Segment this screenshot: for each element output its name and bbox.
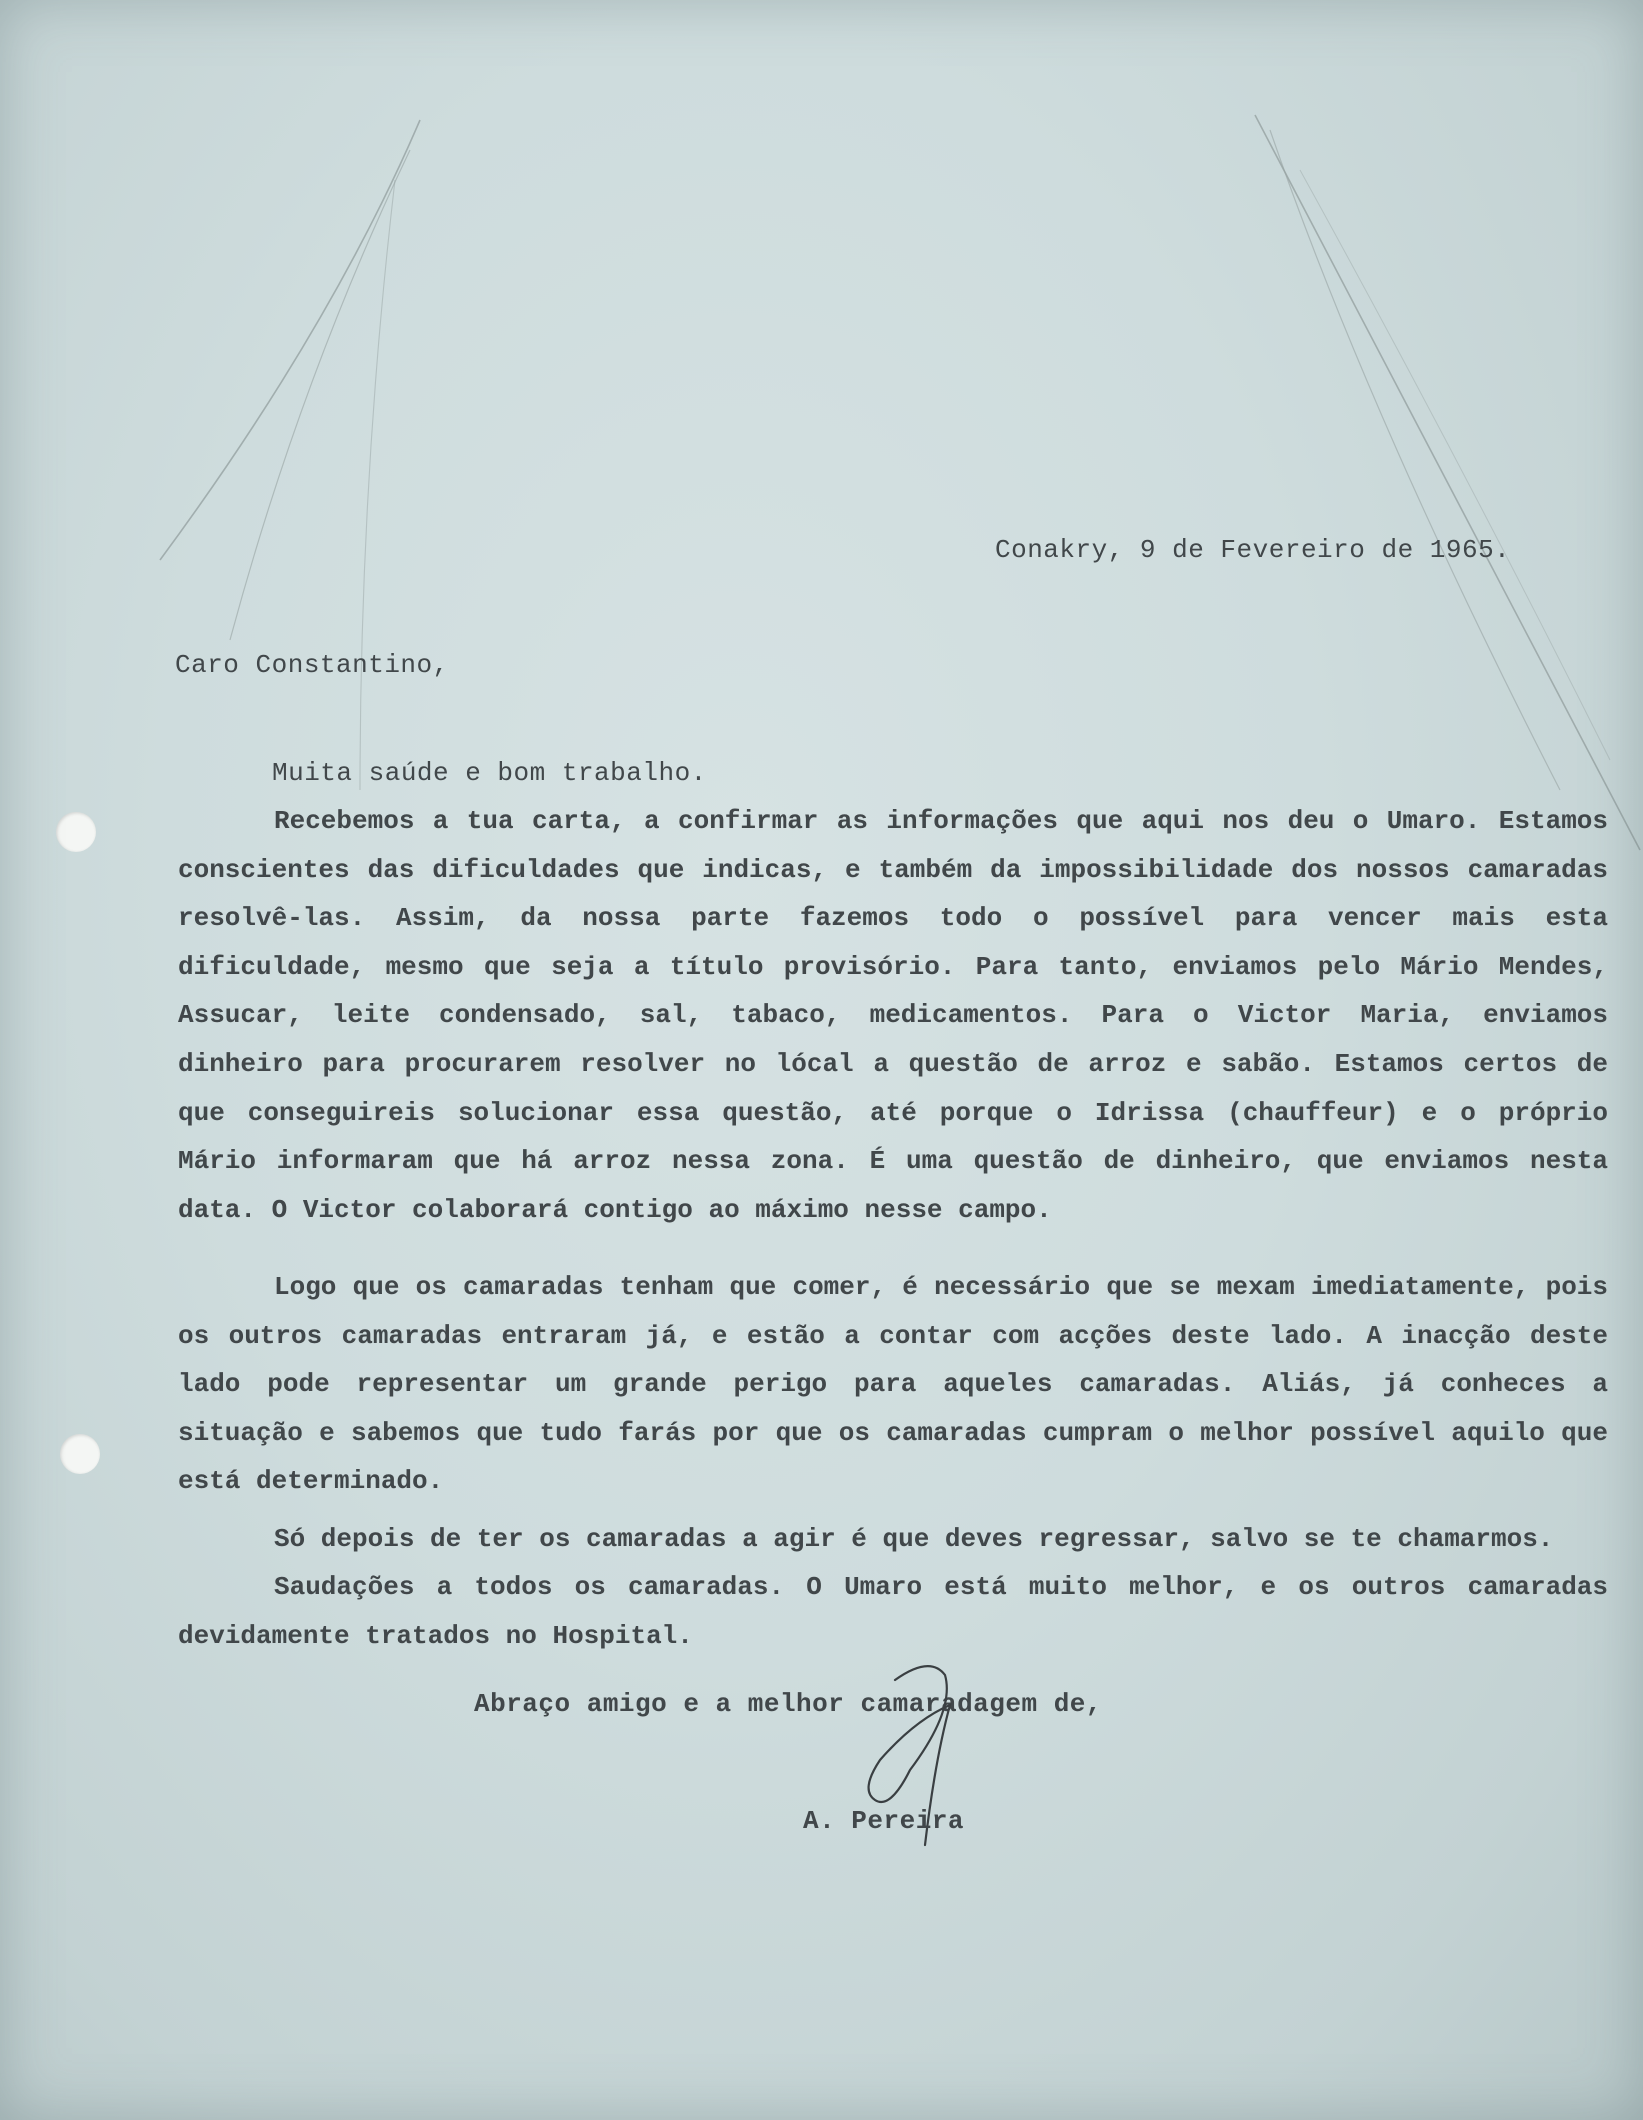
signatory-name: A. Pereira [803,1806,965,1836]
body-paragraph: Recebemos a tua carta, a confirmar as informações que aqui nos deu o Umaro. Estamos conscientes das dificuldades que indicas, e também da impossibilidade dos nossos camaradas resolvê-las. Assim, da nossa parte fazemos todo o possível para vencer mais esta dificuldade, mesmo que seja a título provisório. Para tanto, enviamos pelo Mário Mendes, Assucar, leite condensado, sal, tabaco, medicamentos. Para o Victor Maria, enviamos dinheiro para procurarem resolver no lócal a questão de arroz e sabão. Estamos certos de que conseguireis solucionar essa questão, até porque o Idrissa (chauffeur) e o próprio Mário informaram que há arroz nessa zona. É uma questão de dinheiro, que enviamos nesta data. O Victor colaborará contigo ao máximo nesse campo. [178,806,1608,1225]
punch-hole [56,812,96,852]
body-paragraph: Saudações a todos os camaradas. O Umaro está muito melhor, e os outros camaradas devidamente tratados no Hospital. [178,1572,1608,1651]
place-date: Conakry, 9 de Fevereiro de 1965. [995,535,1511,565]
punch-hole [60,1434,100,1474]
greeting: Muita saúde e bom trabalho. [272,758,707,788]
salutation: Caro Constantino, [175,650,449,680]
body-paragraph: Logo que os camaradas tenham que comer, é necessário que se mexam imediatamente, pois os outros camaradas entraram já, e estão a contar com acções deste lado. A inacção deste lado pode representar um grande perigo para aqueles camaradas. Aliás, já conheces a situação e sabemos que tudo farás por que os camaradas cumpram o melhor possível aquilo que está determinado. [178,1272,1608,1497]
closing: Abraço amigo e a melhor camaradagem de, [474,1689,1102,1719]
body-paragraph: Só depois de ter os camaradas a agir é que deves regressar, salvo se te chamarmos. [274,1524,1554,1554]
